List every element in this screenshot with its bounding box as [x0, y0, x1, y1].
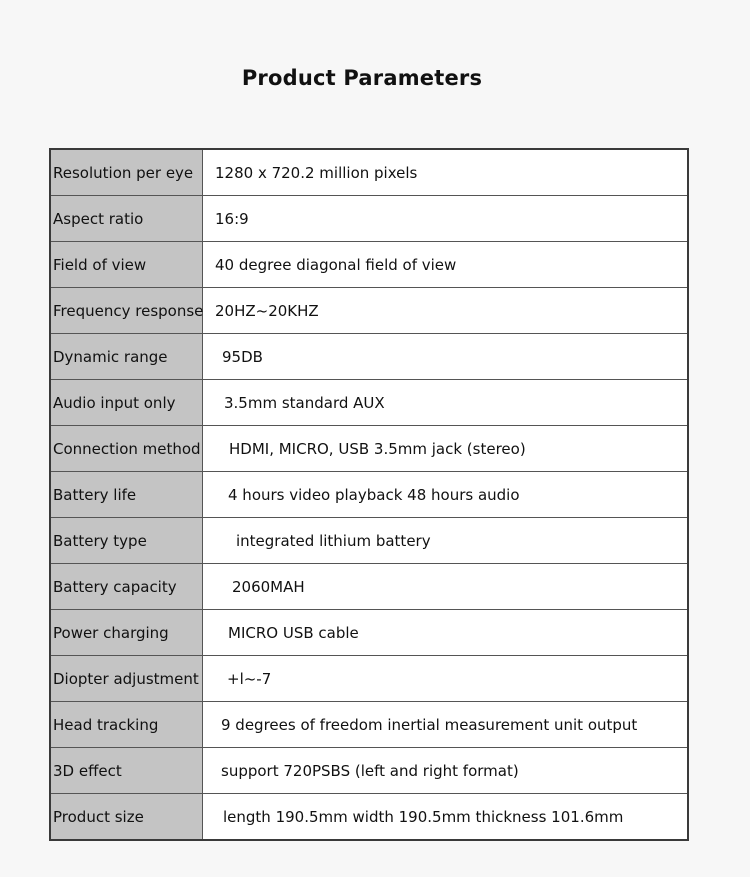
table-row — [51, 333, 687, 379]
row-label: 3D effect — [51, 748, 203, 793]
row-value: integrated lithium battery — [236, 531, 431, 550]
row-label: Resolution per eye — [51, 150, 203, 195]
table-row — [51, 747, 687, 793]
row-value: 1280 x 720.2 million pixels — [215, 163, 418, 182]
row-value: MICRO USB cable — [228, 623, 359, 642]
table-row — [51, 701, 687, 747]
row-label: Frequency response — [51, 288, 203, 333]
row-label: Battery life — [51, 472, 203, 517]
row-label: Dynamic range — [51, 334, 203, 379]
table-row — [51, 379, 687, 425]
row-value: +l~-7 — [227, 669, 272, 688]
row-label: Battery capacity — [51, 564, 203, 609]
table-row — [51, 241, 687, 287]
page-title: Product Parameters — [241, 66, 483, 90]
table-row — [51, 655, 687, 701]
row-label: Power charging — [51, 610, 203, 655]
row-value: support 720PSBS (left and right format) — [221, 761, 519, 780]
row-label: Connection method — [51, 426, 203, 471]
table-row — [51, 287, 687, 333]
row-label: Aspect ratio — [51, 196, 203, 241]
table-row — [51, 563, 687, 609]
row-value: 40 degree diagonal field of view — [215, 255, 457, 274]
table-row — [51, 195, 687, 241]
row-label: Audio input only — [51, 380, 203, 425]
row-value: 3.5mm standard AUX — [224, 393, 385, 412]
row-value: HDMI, MICRO, USB 3.5mm jack (stereo) — [229, 439, 526, 458]
row-value: length 190.5mm width 190.5mm thickness 101.6mm — [223, 807, 624, 826]
table-row — [51, 609, 687, 655]
row-value: 2060MAH — [232, 577, 305, 596]
row-label: Head tracking — [51, 702, 203, 747]
table-row — [51, 425, 687, 471]
table-row — [51, 150, 687, 195]
parameters-table — [49, 148, 689, 841]
table-row — [51, 471, 687, 517]
row-value: 95DB — [222, 347, 263, 366]
row-value: 20HZ~20KHZ — [215, 301, 319, 320]
row-value: 4 hours video playback 48 hours audio — [228, 485, 520, 504]
row-label: Product size — [51, 794, 203, 839]
row-label: Field of view — [51, 242, 203, 287]
row-value: 16:9 — [215, 209, 249, 228]
row-value: 9 degrees of freedom inertial measurement unit output — [221, 715, 638, 734]
table-row — [51, 517, 687, 563]
row-label: Battery type — [51, 518, 203, 563]
row-label: Diopter adjustment — [51, 656, 203, 701]
table-row — [51, 793, 687, 839]
